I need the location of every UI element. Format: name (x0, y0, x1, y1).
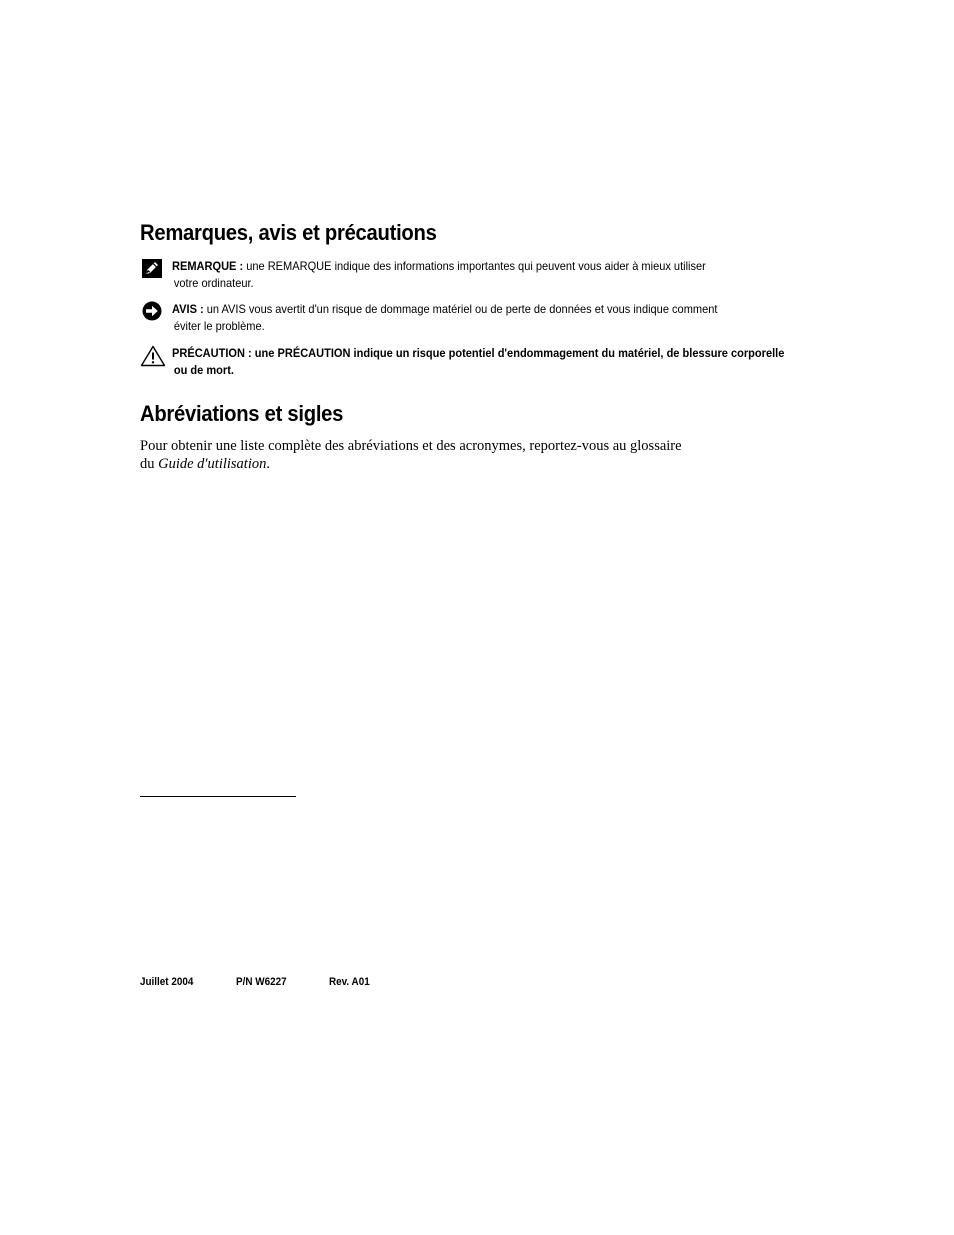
abbreviations-line2 (140, 455, 760, 473)
avis-line1: un AVIS vous avertit d'un risque de dommage matériel ou de perte de données et vous indique comment (203, 302, 718, 316)
caution-text (172, 345, 798, 379)
remarque-line1: une REMARQUE indique des informations importantes qui peuvent vous aider à mieux utiliser (243, 259, 706, 273)
caution-line1: une PRÉCAUTION indique un risque potentiel d'endommagement du matériel, de blessure corporelle (251, 346, 785, 360)
abbreviations-line2-suffix: . (266, 456, 270, 472)
caution-label: PRÉCAUTION : (172, 346, 252, 360)
remarque-label: REMARQUE : (172, 259, 244, 273)
caution-triangle-icon (140, 345, 164, 367)
note-pencil-icon (140, 258, 164, 280)
avis-text (172, 301, 798, 335)
abbreviations-line1: Pour obtenir une liste complète des abréviations et des acronymes, reportez-vous au glossaire (140, 438, 682, 454)
avis-label: AVIS : (172, 302, 204, 316)
footnote-rule (140, 796, 296, 797)
caution-line2: ou de mort. (173, 363, 234, 377)
remarque-line2: votre ordinateur. (173, 276, 254, 290)
notes-heading: Remarques, avis et précautions (140, 220, 437, 245)
avis-line2: éviter le problème. (173, 319, 265, 333)
remarque-text (172, 258, 798, 292)
footer-date: Juillet 2004 (140, 976, 194, 988)
footer-revision: Rev. A01 (329, 976, 370, 988)
guide-title: Guide d'utilisation (158, 456, 267, 472)
footer-part-number: P/N W6227 (236, 976, 287, 988)
notice-arrow-icon (140, 301, 164, 323)
abbreviations-heading: Abréviations et sigles (140, 401, 344, 426)
abbreviations-paragraph (140, 437, 760, 473)
abbreviations-line2-prefix: du (140, 456, 159, 472)
